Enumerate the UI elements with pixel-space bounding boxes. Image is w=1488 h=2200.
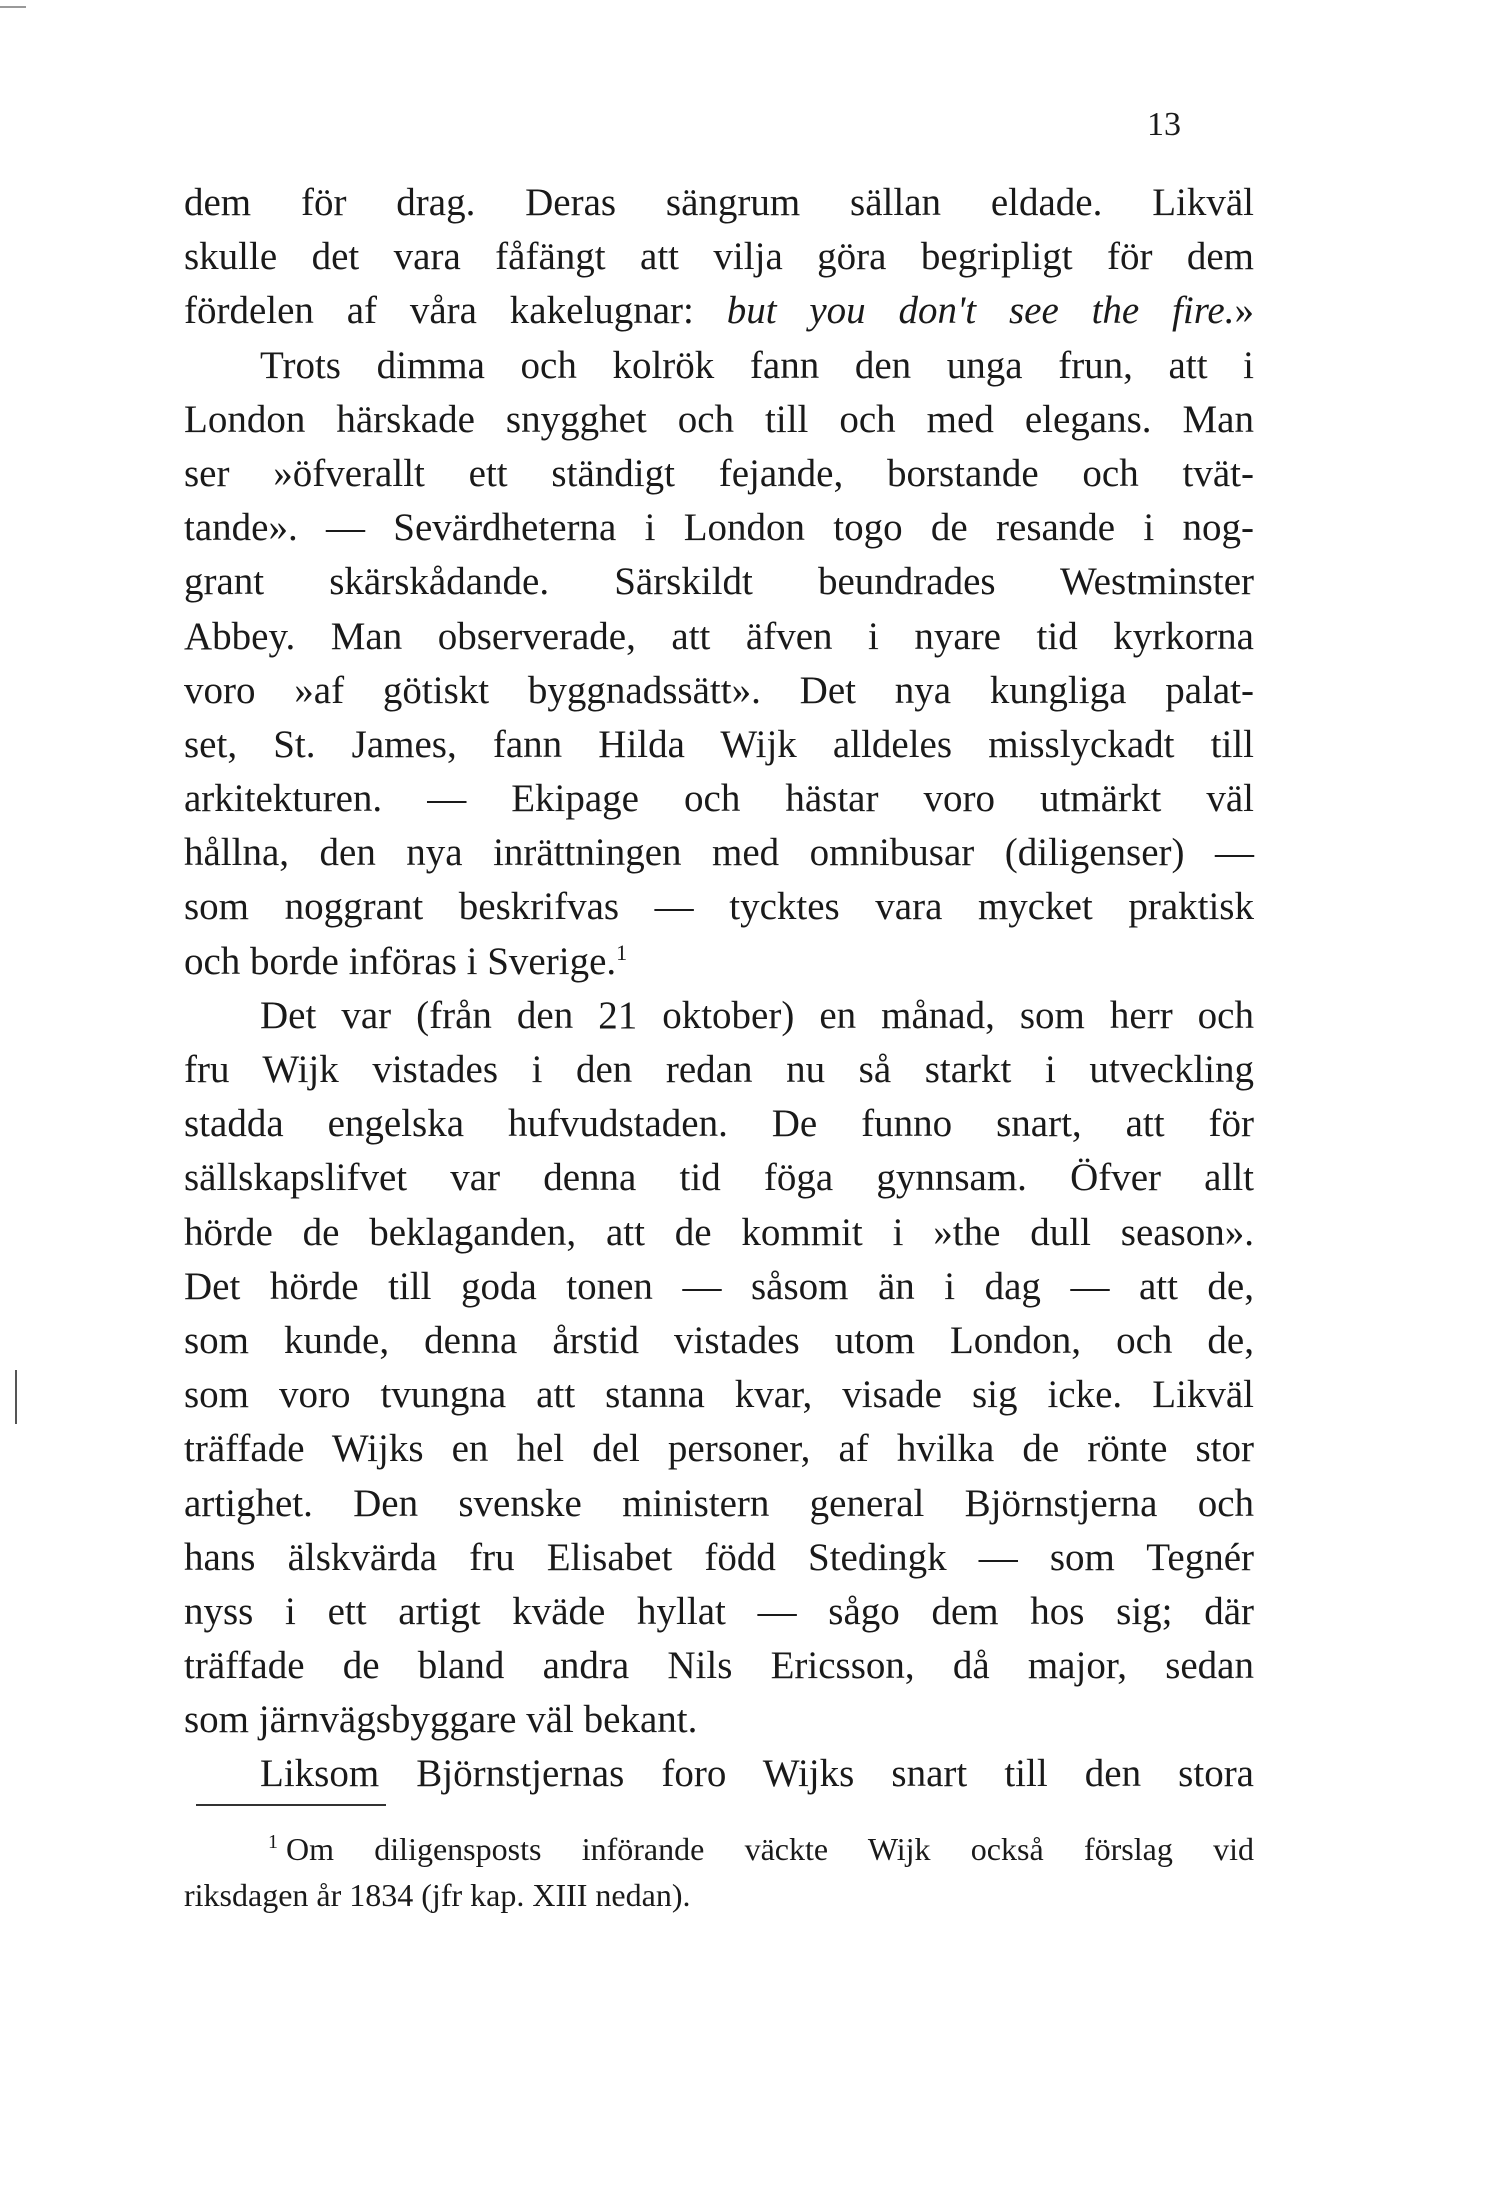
quote-close: » xyxy=(1234,289,1254,333)
text-line: voro »af götiskt byggnadssätt». Det nya kungliga palat- xyxy=(184,668,1254,712)
text-line: som järnvägsbyggare väl bekant. xyxy=(184,1698,698,1742)
text-line: arkitekturen. — Ekipage och hästar voro utmärkt väl xyxy=(184,777,1254,821)
text-line: grant skärskådande. Särskildt beundrades Westminster xyxy=(184,560,1254,604)
footnote-line xyxy=(184,1826,1254,1872)
text-line: tande». — Sevärdheterna i London togo de resande i nog- xyxy=(184,506,1254,550)
text-line: träffade de bland andra Nils Ericsson, då major, sedan xyxy=(184,1644,1254,1688)
footnote-line: riksdagen år 1834 (jfr kap. XIII nedan). xyxy=(184,1877,691,1913)
text-segment: fördelen af våra kakelugnar: xyxy=(184,289,727,333)
text-line: som noggrant beskrifvas — tycktes vara mycket praktisk xyxy=(184,885,1254,929)
text-line: hörde de beklaganden, att de kommit i »the dull season». xyxy=(184,1210,1254,1254)
footnote-mark: 1 xyxy=(268,1831,278,1853)
text-line: träffade Wijks en hel del personer, af hvilka de rönte stor xyxy=(184,1427,1254,1471)
text-line: Det hörde till goda tonen — såsom än i dag — att de, xyxy=(184,1264,1254,1308)
italic-quote: but you don't see the fire. xyxy=(726,289,1235,333)
footnote-reference: 1 xyxy=(616,939,628,965)
text-line: stadda engelska hufvudstaden. De funno snart, att för xyxy=(184,1102,1254,1146)
text-line xyxy=(184,935,1254,989)
body-text xyxy=(184,176,1254,1802)
text-line: Abbey. Man observerade, att äfven i nyare tid kyrkorna xyxy=(184,614,1254,658)
text-line: Det var (från den 21 oktober) en månad, som herr och xyxy=(260,993,1254,1037)
text-line: dem för drag. Deras sängrum sällan eldade. Likväl xyxy=(184,181,1254,224)
text-line: London härskade snygghet och till och med elegans. Man xyxy=(184,397,1254,441)
scan-corner-mark xyxy=(0,6,26,8)
text-line: Trots dimma och kolrök fann den unga frun, att i xyxy=(260,343,1254,387)
text-line: nyss i ett artigt kväde hyllat — sågo dem hos sig; där xyxy=(184,1589,1254,1633)
footnote xyxy=(184,1826,1254,1918)
text-line xyxy=(184,284,1254,338)
text-line: som kunde, denna årstid vistades utom London, och de, xyxy=(184,1318,1254,1362)
footnote-divider xyxy=(196,1804,386,1806)
text-line: hållna, den nya inrättningen med omnibusar (diligenser) — xyxy=(184,831,1254,875)
text-line: skulle det vara fåfängt att vilja göra begripligt för dem xyxy=(184,235,1254,279)
text-line: sällskapslifvet var denna tid föga gynnsam. Öfver allt xyxy=(184,1156,1254,1200)
text-line: som voro tvungna att stanna kvar, visade sig icke. Likväl xyxy=(184,1373,1254,1417)
page-number: 13 xyxy=(1147,106,1181,143)
text-line: artighet. Den svenske ministern general Björnstjerna och xyxy=(184,1481,1254,1525)
text-line: set, St. James, fann Hilda Wijk alldeles misslyckadt till xyxy=(184,722,1254,766)
footnote-text: Om diligensposts införande väckte Wijk också förslag vid xyxy=(286,1831,1254,1867)
scan-margin-mark xyxy=(15,1370,17,1424)
text-line: hans älskvärda fru Elisabet född Stedingk — som Tegnér xyxy=(184,1535,1254,1579)
text-line: Liksom Björnstjernas foro Wijks snart till den stora xyxy=(260,1752,1254,1796)
text-line: ser »öfverallt ett ständigt fejande, borstande och tvät- xyxy=(184,451,1254,495)
text-line: fru Wijk vistades i den redan nu så starkt i utveckling xyxy=(184,1048,1254,1091)
text-segment: och borde införas i Sverige. xyxy=(184,939,617,983)
